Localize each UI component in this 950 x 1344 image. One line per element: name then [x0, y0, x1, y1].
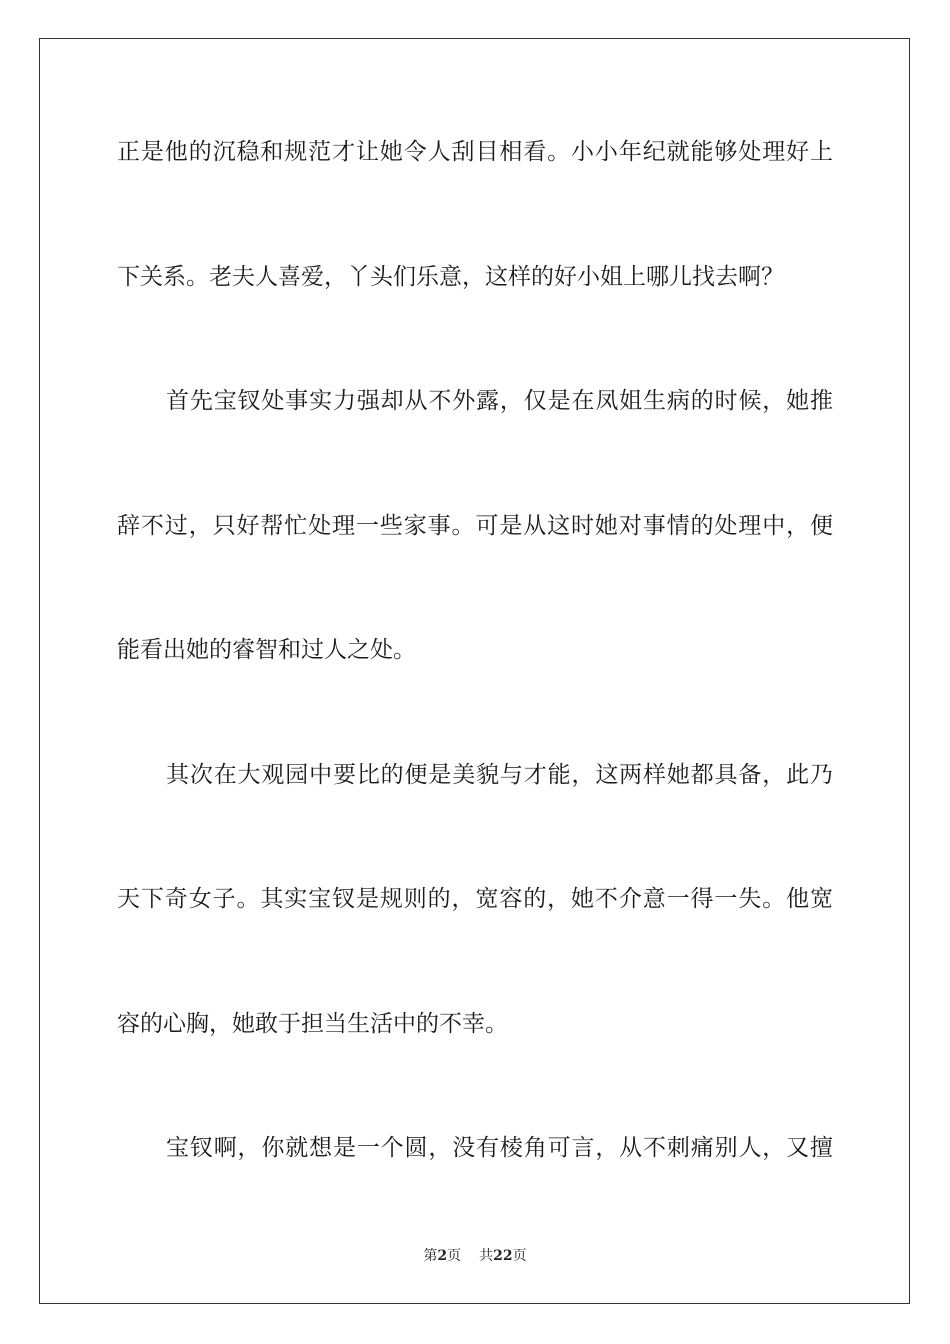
paragraph-first-line: 宝钗啊，你就想是一个圆，没有棱角可言，从不刺痛别人，又擅: [166, 1135, 833, 1161]
page-footer: [0, 1247, 950, 1265]
page-number: 2: [437, 1248, 448, 1264]
text-line: 下关系。老夫人喜爱，丫头们乐意，这样的好小姐上哪儿找去啊？: [117, 264, 784, 290]
text-line: 能看出她的睿智和过人之处。: [117, 637, 416, 663]
text-line: 天下奇女子。其实宝钗是规则的，宽容的，她不介意一得一失。他宽: [117, 886, 833, 912]
paragraph-first-line: 首先宝钗处事实力强却从不外露，仅是在凤姐生病的时候，她推: [166, 388, 833, 414]
text-line: 容的心胸，她敢于担当生活中的不幸。: [117, 1011, 508, 1037]
page-prefix: 第: [423, 1248, 438, 1264]
total-prefix: 共: [479, 1248, 494, 1264]
text-line: 正是他的沉稳和规范才让她令人刮目相看。小小年纪就能够处理好上: [117, 139, 833, 165]
total-pages: 22: [493, 1248, 513, 1264]
text-line: 辞不过，只好帮忙处理一些家事。可是从这时她对事情的处理中，便: [117, 513, 833, 539]
paragraph-first-line: 其次在大观园中要比的便是美貌与才能，这两样她都具备，此乃: [166, 762, 833, 788]
page-border: [39, 38, 910, 1304]
page-suffix: 页: [447, 1248, 462, 1264]
total-suffix: 页: [512, 1248, 527, 1264]
